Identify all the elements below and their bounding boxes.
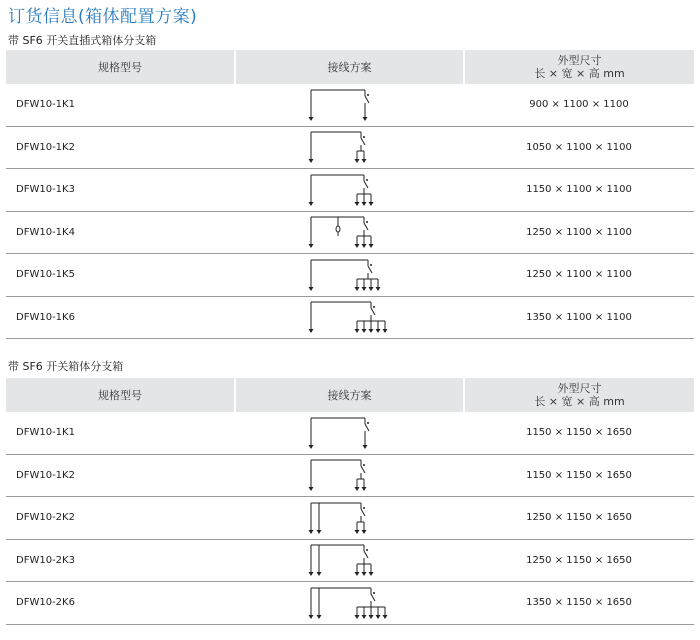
- arrow-head: [354, 287, 359, 291]
- page-title: 订货信息(箱体配置方案): [8, 7, 198, 27]
- arrow-head: [354, 530, 359, 534]
- header-model: 规格型号: [6, 50, 235, 84]
- wiring-diagram: [305, 500, 395, 536]
- arrow-head: [368, 572, 373, 576]
- wiring-diagram: [305, 299, 395, 335]
- switch-blade: [368, 266, 372, 273]
- dimensions-cell: 900 × 1100 × 1100: [464, 84, 694, 126]
- table-body-2: [6, 412, 694, 624]
- arrow-head: [368, 287, 373, 291]
- arrow-head: [361, 202, 366, 206]
- arrow-head: [308, 615, 313, 619]
- wiring-diagram: [305, 87, 395, 123]
- table-row: [6, 254, 694, 297]
- switch-blade: [361, 138, 365, 145]
- header-model: 规格型号: [6, 378, 235, 412]
- switch-blade: [364, 181, 368, 188]
- switch-blade: [364, 223, 368, 230]
- config-table-1: [6, 50, 694, 339]
- arrow-head: [308, 530, 313, 534]
- table-row: [6, 126, 694, 169]
- dimensions-cell: 1150 × 1100 × 1100: [464, 169, 694, 212]
- arrow-head: [308, 445, 313, 449]
- table-row: [6, 84, 694, 126]
- model-cell: DFW10-1K1: [6, 84, 235, 126]
- dimensions-cell: 1150 × 1150 × 1650: [464, 454, 694, 497]
- arrow-head: [316, 530, 321, 534]
- table-row: [6, 296, 694, 339]
- header-wiring: 接线方案: [235, 378, 464, 412]
- arrow-head: [354, 572, 359, 576]
- arrow-head: [361, 572, 366, 576]
- table-header-row: [6, 378, 694, 412]
- header-dimensions-unit: 长 × 宽 × 高 mm: [534, 67, 625, 80]
- model-cell: DFW10-1K4: [6, 211, 235, 254]
- arrow-head: [368, 615, 373, 619]
- arrow-head: [362, 117, 367, 121]
- wiring-cell: [235, 254, 464, 297]
- switch-contact: [363, 464, 365, 466]
- wiring-diagram: [305, 257, 395, 293]
- table-body-1: [6, 84, 694, 339]
- model-cell: DFW10-1K3: [6, 169, 235, 212]
- switch-contact: [373, 592, 375, 594]
- switch-contact: [366, 221, 368, 223]
- wiring-diagram: [305, 585, 395, 621]
- dimensions-cell: 1250 × 1150 × 1650: [464, 497, 694, 540]
- wiring-cell: [235, 211, 464, 254]
- arrow-head: [361, 159, 366, 163]
- arrow-head: [368, 244, 373, 248]
- arrow-head: [368, 202, 373, 206]
- switch-contact: [373, 306, 375, 308]
- table-row: [6, 412, 694, 454]
- header-dimensions: [464, 50, 694, 84]
- arrow-head: [308, 117, 313, 121]
- dimensions-cell: 1350 × 1100 × 1100: [464, 296, 694, 339]
- arrow-head: [354, 244, 359, 248]
- config-table-2: [6, 378, 694, 625]
- arrow-head: [308, 202, 313, 206]
- section-title-2: 带 SF6 开关箱体分支箱: [8, 360, 124, 373]
- dimensions-cell: 1350 × 1150 × 1650: [464, 582, 694, 625]
- dimensions-cell: 1250 × 1150 × 1650: [464, 539, 694, 582]
- switch-contact: [367, 422, 369, 424]
- switch-blade: [364, 551, 368, 558]
- table-row: [6, 454, 694, 497]
- arrow-head: [375, 329, 380, 333]
- wiring-cell: [235, 84, 464, 126]
- header-dimensions-title: 外型尺寸: [557, 382, 602, 395]
- arrow-head: [375, 615, 380, 619]
- section-title-1: 带 SF6 开关直插式箱体分支箱: [8, 34, 157, 47]
- arrow-head: [361, 530, 366, 534]
- arrow-head: [308, 244, 313, 248]
- arrow-head: [308, 487, 313, 491]
- switch-contact: [366, 549, 368, 551]
- switch-blade: [365, 424, 369, 431]
- table-row: [6, 497, 694, 540]
- wiring-diagram: [305, 172, 395, 208]
- arrow-head: [354, 329, 359, 333]
- wiring-cell: [235, 126, 464, 169]
- arrow-head: [382, 615, 387, 619]
- model-cell: DFW10-1K5: [6, 254, 235, 297]
- arrow-head: [354, 615, 359, 619]
- arrow-head: [361, 329, 366, 333]
- wiring-cell: [235, 169, 464, 212]
- switch-blade: [371, 308, 375, 315]
- arrow-head: [316, 615, 321, 619]
- wiring-cell: [235, 582, 464, 625]
- arrow-head: [308, 159, 313, 163]
- switch-contact: [363, 507, 365, 509]
- table-row: [6, 539, 694, 582]
- wiring-diagram: [305, 542, 395, 578]
- header-wiring: 接线方案: [235, 50, 464, 84]
- switch-blade: [361, 466, 365, 473]
- fuse-symbol: [336, 226, 340, 232]
- switch-blade: [371, 594, 375, 601]
- arrow-head: [354, 159, 359, 163]
- arrow-head: [354, 202, 359, 206]
- arrow-head: [362, 445, 367, 449]
- model-cell: DFW10-1K6: [6, 296, 235, 339]
- switch-contact: [363, 136, 365, 138]
- wiring-diagram: [305, 214, 395, 250]
- wiring-cell: [235, 454, 464, 497]
- arrow-head: [361, 487, 366, 491]
- arrow-head: [354, 487, 359, 491]
- switch-blade: [365, 96, 369, 103]
- arrow-head: [375, 287, 380, 291]
- header-dimensions-unit: 长 × 宽 × 高 mm: [534, 395, 625, 408]
- dimensions-cell: 1050 × 1100 × 1100: [464, 126, 694, 169]
- switch-blade: [361, 509, 365, 516]
- dimensions-cell: 1250 × 1100 × 1100: [464, 211, 694, 254]
- table-row: [6, 582, 694, 625]
- wiring-cell: [235, 412, 464, 454]
- table-row: [6, 211, 694, 254]
- wiring-cell: [235, 296, 464, 339]
- wiring-cell: [235, 497, 464, 540]
- arrow-head: [308, 572, 313, 576]
- model-cell: DFW10-1K1: [6, 412, 235, 454]
- switch-contact: [367, 94, 369, 96]
- arrow-head: [308, 329, 313, 333]
- model-cell: DFW10-1K2: [6, 126, 235, 169]
- model-cell: DFW10-2K6: [6, 582, 235, 625]
- wiring-diagram: [305, 129, 395, 165]
- table-row: [6, 169, 694, 212]
- wiring-diagram: [305, 415, 395, 451]
- table-header-row: [6, 50, 694, 84]
- arrow-head: [368, 329, 373, 333]
- model-cell: DFW10-1K2: [6, 454, 235, 497]
- switch-contact: [370, 264, 372, 266]
- arrow-head: [382, 329, 387, 333]
- arrow-head: [361, 287, 366, 291]
- arrow-head: [316, 572, 321, 576]
- arrow-head: [361, 244, 366, 248]
- header-dimensions-title: 外型尺寸: [557, 54, 602, 67]
- arrow-head: [361, 615, 366, 619]
- wiring-diagram: [305, 457, 395, 493]
- dimensions-cell: 1150 × 1150 × 1650: [464, 412, 694, 454]
- model-cell: DFW10-2K3: [6, 539, 235, 582]
- wiring-cell: [235, 539, 464, 582]
- dimensions-cell: 1250 × 1100 × 1100: [464, 254, 694, 297]
- model-cell: DFW10-2K2: [6, 497, 235, 540]
- header-dimensions: [464, 378, 694, 412]
- switch-contact: [366, 179, 368, 181]
- arrow-head: [308, 287, 313, 291]
